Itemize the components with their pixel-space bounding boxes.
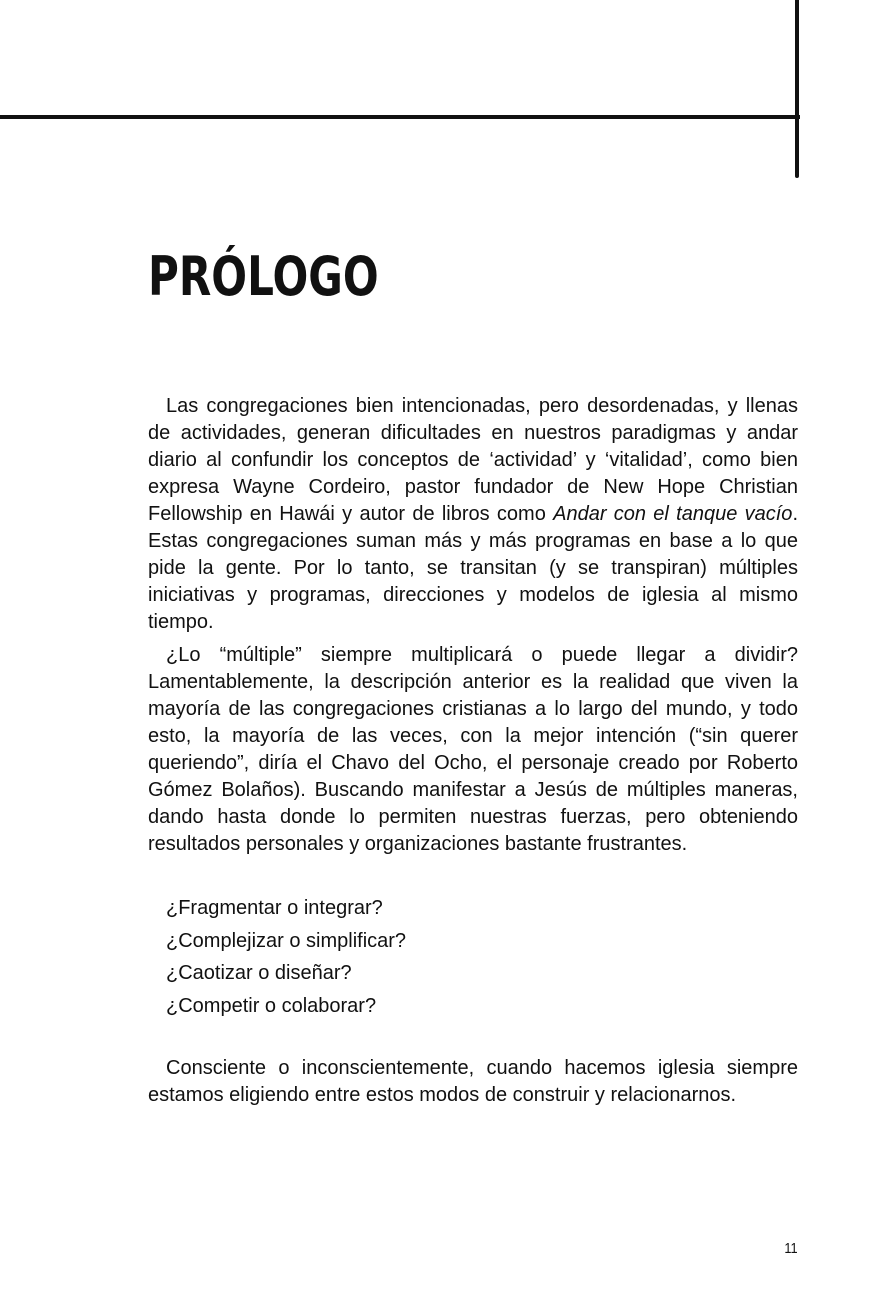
question-item: ¿Complejizar o simplificar? <box>166 929 407 952</box>
top-horizontal-rule <box>0 115 800 119</box>
chapter-body <box>148 393 798 1109</box>
question-item: ¿Caotizar o diseñar? <box>166 962 352 984</box>
question-item: ¿Competir o colaborar? <box>166 994 377 1017</box>
question-item: ¿Fragmentar o integrar? <box>166 897 383 919</box>
chapter-title: PRÓLOGO <box>148 245 379 308</box>
top-vertical-rule <box>795 0 799 178</box>
paragraph-2: ¿Lo “múltiple” siempre multiplicará o puede llegar a dividir? Lamentablemente, la descripción anterior es la realidad que viven la mayoría de las congregaciones cristianas a lo largo del mundo, y todo esto, la mayoría de las veces, con la mejor intención (“sin querer queriendo”, diría el Chavo del Ocho, el personaje creado por Roberto Gómez Bolaños). Buscando manifestar a Jesús de múltiples maneras, dando hasta donde lo permiten nuestras fuerzas, pero obteniendo resultados personales y organizaciones bastante frustrantes. <box>148 644 798 855</box>
paragraph-1-text-a: Las congregaciones bien intencionadas, pero desordenadas, y llenas de actividades, generan dificultades en nuestros paradigmas y andar diario al confundir los conceptos de ‘actividad’ y ‘vitalidad’, como bien expresa Wayne Cordeiro, pastor fundador de New Hope Christian Fellowship en Hawái y autor de libros como <box>148 395 798 525</box>
page-number: 11 <box>784 1240 798 1257</box>
paragraph-1 <box>148 393 798 636</box>
closing-paragraph: Consciente o inconscientemente, cuando hacemos iglesia siempre estamos eligiendo entre estos modos de construir y relacionarnos. <box>148 1056 798 1106</box>
paragraph-1-text-b: . Estas congregaciones suman más y más programas en base a lo que pide la gente. Por lo tanto, se transitan (y se transpiran) múltiples iniciativas y programas, direcciones y modelos de iglesia al mismo tiempo. <box>148 503 798 633</box>
question-list <box>148 895 798 1020</box>
book-title-italic: Andar con el tanque vacío <box>553 503 793 525</box>
